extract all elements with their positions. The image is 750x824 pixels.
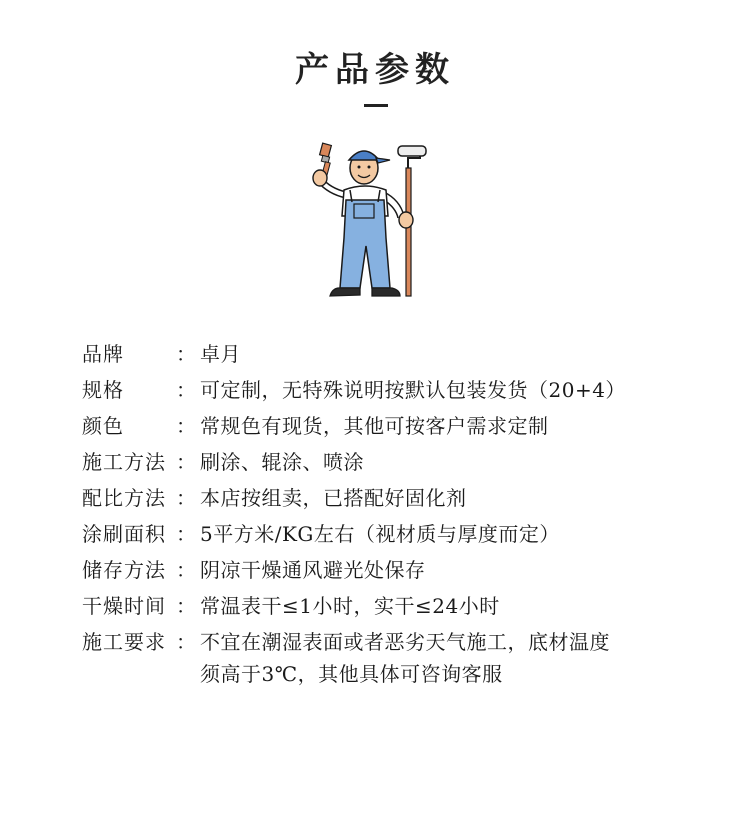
- param-row-application-method: [82, 446, 722, 482]
- param-value: [200, 410, 722, 442]
- painter-illustration-icon: [300, 138, 430, 306]
- param-value-line: 阴凉干燥通风避光处保存: [200, 558, 426, 582]
- param-value-line: 卓月: [200, 342, 241, 366]
- param-value: [200, 626, 722, 690]
- param-value-line: 本店按组卖，已搭配好固化剂: [200, 486, 467, 510]
- param-row-storage: [82, 554, 722, 590]
- param-label: 涂刷面积: [82, 522, 166, 546]
- param-label: 施工要求: [82, 630, 166, 654]
- param-label: 配比方法: [82, 486, 166, 510]
- param-value-line: 不宜在潮湿表面或者恶劣天气施工，底材温度: [200, 630, 610, 654]
- param-label: 储存方法: [82, 558, 166, 582]
- param-value-line: 5平方米/KG左右（视材质与厚度而定）: [200, 522, 560, 546]
- param-row-drying-time: [82, 590, 722, 626]
- param-colon: ：: [176, 594, 196, 618]
- param-value-line: 常温表干≤1小时，实干≤24小时: [200, 594, 500, 618]
- param-colon: ：: [176, 342, 196, 366]
- param-colon: ：: [176, 414, 196, 438]
- param-value-line: 常规色有现货，其他可按客户需求定制: [200, 414, 549, 438]
- param-colon: ：: [176, 486, 196, 510]
- param-value: [200, 338, 722, 370]
- param-colon: ：: [176, 630, 196, 654]
- param-value-line: 可定制，无特殊说明按默认包装发货（20+4）: [200, 378, 626, 402]
- param-value: [200, 374, 722, 406]
- param-label: 干燥时间: [82, 594, 166, 618]
- param-label: 颜色: [82, 414, 124, 438]
- param-label: 规格: [82, 378, 124, 402]
- title-underline: [364, 104, 388, 107]
- param-value-line: 刷涂、辊涂、喷涂: [200, 450, 364, 474]
- product-parameters: [82, 338, 722, 690]
- param-colon: ：: [176, 522, 196, 546]
- param-value: [200, 518, 722, 550]
- param-row-mixing-method: [82, 482, 722, 518]
- param-row-color: [82, 410, 722, 446]
- param-row-coverage: [82, 518, 722, 554]
- param-value: [200, 446, 722, 478]
- param-value: [200, 590, 722, 622]
- param-colon: ：: [176, 558, 196, 582]
- param-row-requirements: [82, 626, 722, 690]
- param-row-spec: [82, 374, 722, 410]
- page-title: 产品参数: [295, 50, 455, 90]
- param-value: [200, 554, 722, 586]
- param-label: 施工方法: [82, 450, 166, 474]
- param-value: [200, 482, 722, 514]
- param-colon: ：: [176, 378, 196, 402]
- param-label: 品牌: [82, 342, 124, 366]
- param-value-line: 须高于3℃，其他具体可咨询客服: [200, 662, 503, 686]
- param-row-brand: [82, 338, 722, 374]
- param-colon: ：: [176, 450, 196, 474]
